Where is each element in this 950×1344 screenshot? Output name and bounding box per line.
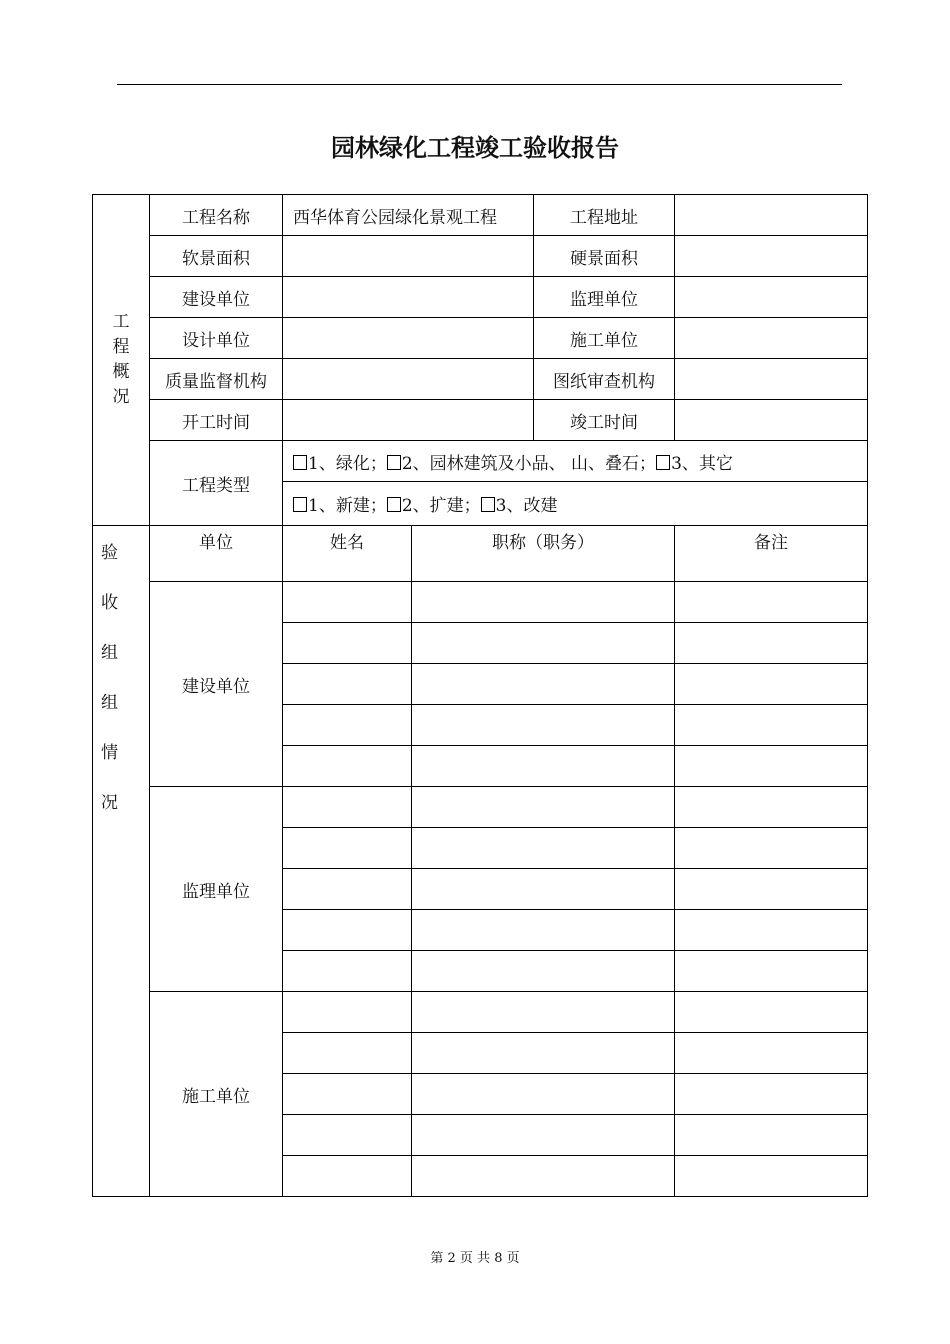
- title-cell[interactable]: [412, 992, 675, 1033]
- start-time-label: 开工时间: [150, 400, 283, 441]
- quality-agency-value[interactable]: [283, 359, 534, 400]
- header-remark: 备注: [675, 526, 868, 582]
- remark-cell[interactable]: [675, 1156, 868, 1197]
- type-option: 2、扩建；: [401, 496, 481, 516]
- type-option: 1、新建；: [308, 496, 387, 516]
- remark-cell[interactable]: [675, 1033, 868, 1074]
- project-address-value[interactable]: [675, 195, 868, 236]
- name-cell[interactable]: [283, 1115, 412, 1156]
- designer-label: 设计单位: [150, 318, 283, 359]
- name-cell[interactable]: [283, 1033, 412, 1074]
- name-cell[interactable]: [283, 828, 412, 869]
- project-address-label: 工程地址: [534, 195, 675, 236]
- remark-cell[interactable]: [675, 992, 868, 1033]
- header-title: 职称（职务）: [412, 526, 675, 582]
- overview-label-char: 况: [112, 387, 130, 407]
- name-cell[interactable]: [283, 787, 412, 828]
- remark-cell[interactable]: [675, 1115, 868, 1156]
- name-cell[interactable]: [283, 951, 412, 992]
- title-cell[interactable]: [412, 623, 675, 664]
- remark-cell[interactable]: [675, 664, 868, 705]
- name-cell[interactable]: [283, 746, 412, 787]
- name-cell[interactable]: [283, 664, 412, 705]
- group-supervisor: 监理单位: [150, 787, 283, 992]
- title-cell[interactable]: [412, 869, 675, 910]
- checkbox[interactable]: [387, 455, 401, 470]
- header-unit: 单位: [150, 526, 283, 582]
- quality-agency-label: 质量监督机构: [150, 359, 283, 400]
- overview-label-char: 概: [112, 362, 130, 382]
- team-label-char: 况: [101, 793, 118, 813]
- title-cell[interactable]: [412, 828, 675, 869]
- type-option: 3、其它: [671, 453, 733, 474]
- name-cell[interactable]: [283, 582, 412, 623]
- team-label-char: 组: [101, 643, 118, 663]
- name-cell[interactable]: [283, 869, 412, 910]
- checkbox[interactable]: [293, 455, 307, 470]
- remark-cell[interactable]: [675, 705, 868, 746]
- page-title: 园林绿化工程竣工验收报告: [331, 133, 619, 162]
- remark-cell[interactable]: [675, 828, 868, 869]
- page-footer: 第 2 页 共 8 页: [430, 1251, 520, 1266]
- complete-time-label: 竣工时间: [534, 400, 675, 441]
- hard-area-value[interactable]: [675, 236, 868, 277]
- title-cell[interactable]: [412, 1033, 675, 1074]
- complete-time-value[interactable]: [675, 400, 868, 441]
- drawing-review-value[interactable]: [675, 359, 868, 400]
- overview-section-label: [93, 195, 150, 526]
- title-cell[interactable]: [412, 705, 675, 746]
- start-time-value[interactable]: [283, 400, 534, 441]
- overview-label-char: 程: [112, 337, 130, 357]
- name-cell[interactable]: [283, 1156, 412, 1197]
- remark-cell[interactable]: [675, 869, 868, 910]
- remark-cell[interactable]: [675, 1074, 868, 1115]
- project-name-label: 工程名称: [150, 195, 283, 236]
- supervisor-value[interactable]: [675, 277, 868, 318]
- title-cell[interactable]: [412, 664, 675, 705]
- team-label-char: 组: [101, 693, 118, 713]
- remark-cell[interactable]: [675, 623, 868, 664]
- report-table: [92, 194, 868, 1197]
- remark-cell[interactable]: [675, 582, 868, 623]
- title-cell[interactable]: [412, 787, 675, 828]
- title-cell[interactable]: [412, 1156, 675, 1197]
- team-label-char: 收: [101, 593, 118, 613]
- type-option: 1、绿化；: [308, 453, 387, 474]
- name-cell[interactable]: [283, 705, 412, 746]
- checkbox[interactable]: [656, 455, 670, 470]
- title-cell[interactable]: [412, 582, 675, 623]
- hard-area-label: 硬景面积: [534, 236, 675, 277]
- name-cell[interactable]: [283, 1074, 412, 1115]
- remark-cell[interactable]: [675, 951, 868, 992]
- remark-cell[interactable]: [675, 787, 868, 828]
- name-cell[interactable]: [283, 910, 412, 951]
- type-option: 2、园林建筑及小品、 山、叠石；: [401, 453, 657, 474]
- soft-area-value[interactable]: [283, 236, 534, 277]
- contractor-value[interactable]: [675, 318, 868, 359]
- team-section-label: [93, 526, 150, 1197]
- name-cell[interactable]: [283, 992, 412, 1033]
- supervisor-label: 监理单位: [534, 277, 675, 318]
- title-cell[interactable]: [412, 951, 675, 992]
- name-cell[interactable]: [283, 623, 412, 664]
- checkbox[interactable]: [481, 497, 495, 512]
- checkbox[interactable]: [293, 497, 307, 512]
- remark-cell[interactable]: [675, 746, 868, 787]
- title-cell[interactable]: [412, 910, 675, 951]
- remark-cell[interactable]: [675, 910, 868, 951]
- owner-label: 建设单位: [150, 277, 283, 318]
- project-type-row-1: [283, 441, 868, 482]
- designer-value[interactable]: [283, 318, 534, 359]
- group-contractor: 施工单位: [150, 992, 283, 1197]
- contractor-label: 施工单位: [534, 318, 675, 359]
- header-rule: [117, 84, 842, 85]
- title-cell[interactable]: [412, 1074, 675, 1115]
- title-cell[interactable]: [412, 1115, 675, 1156]
- project-type-row-2: [283, 482, 868, 526]
- team-label-char: 验: [101, 543, 118, 563]
- owner-value[interactable]: [283, 277, 534, 318]
- title-cell[interactable]: [412, 746, 675, 787]
- header-name: 姓名: [283, 526, 412, 582]
- type-option: 3、改建: [495, 496, 558, 516]
- drawing-review-label: 图纸审查机构: [534, 359, 675, 400]
- group-owner: 建设单位: [150, 582, 283, 787]
- project-type-label: 工程类型: [150, 441, 283, 526]
- team-label-char: 情: [101, 743, 118, 763]
- checkbox[interactable]: [387, 497, 401, 512]
- project-name-value[interactable]: 西华体育公园绿化景观工程: [283, 195, 534, 236]
- soft-area-label: 软景面积: [150, 236, 283, 277]
- overview-label-char: 工: [112, 312, 130, 332]
